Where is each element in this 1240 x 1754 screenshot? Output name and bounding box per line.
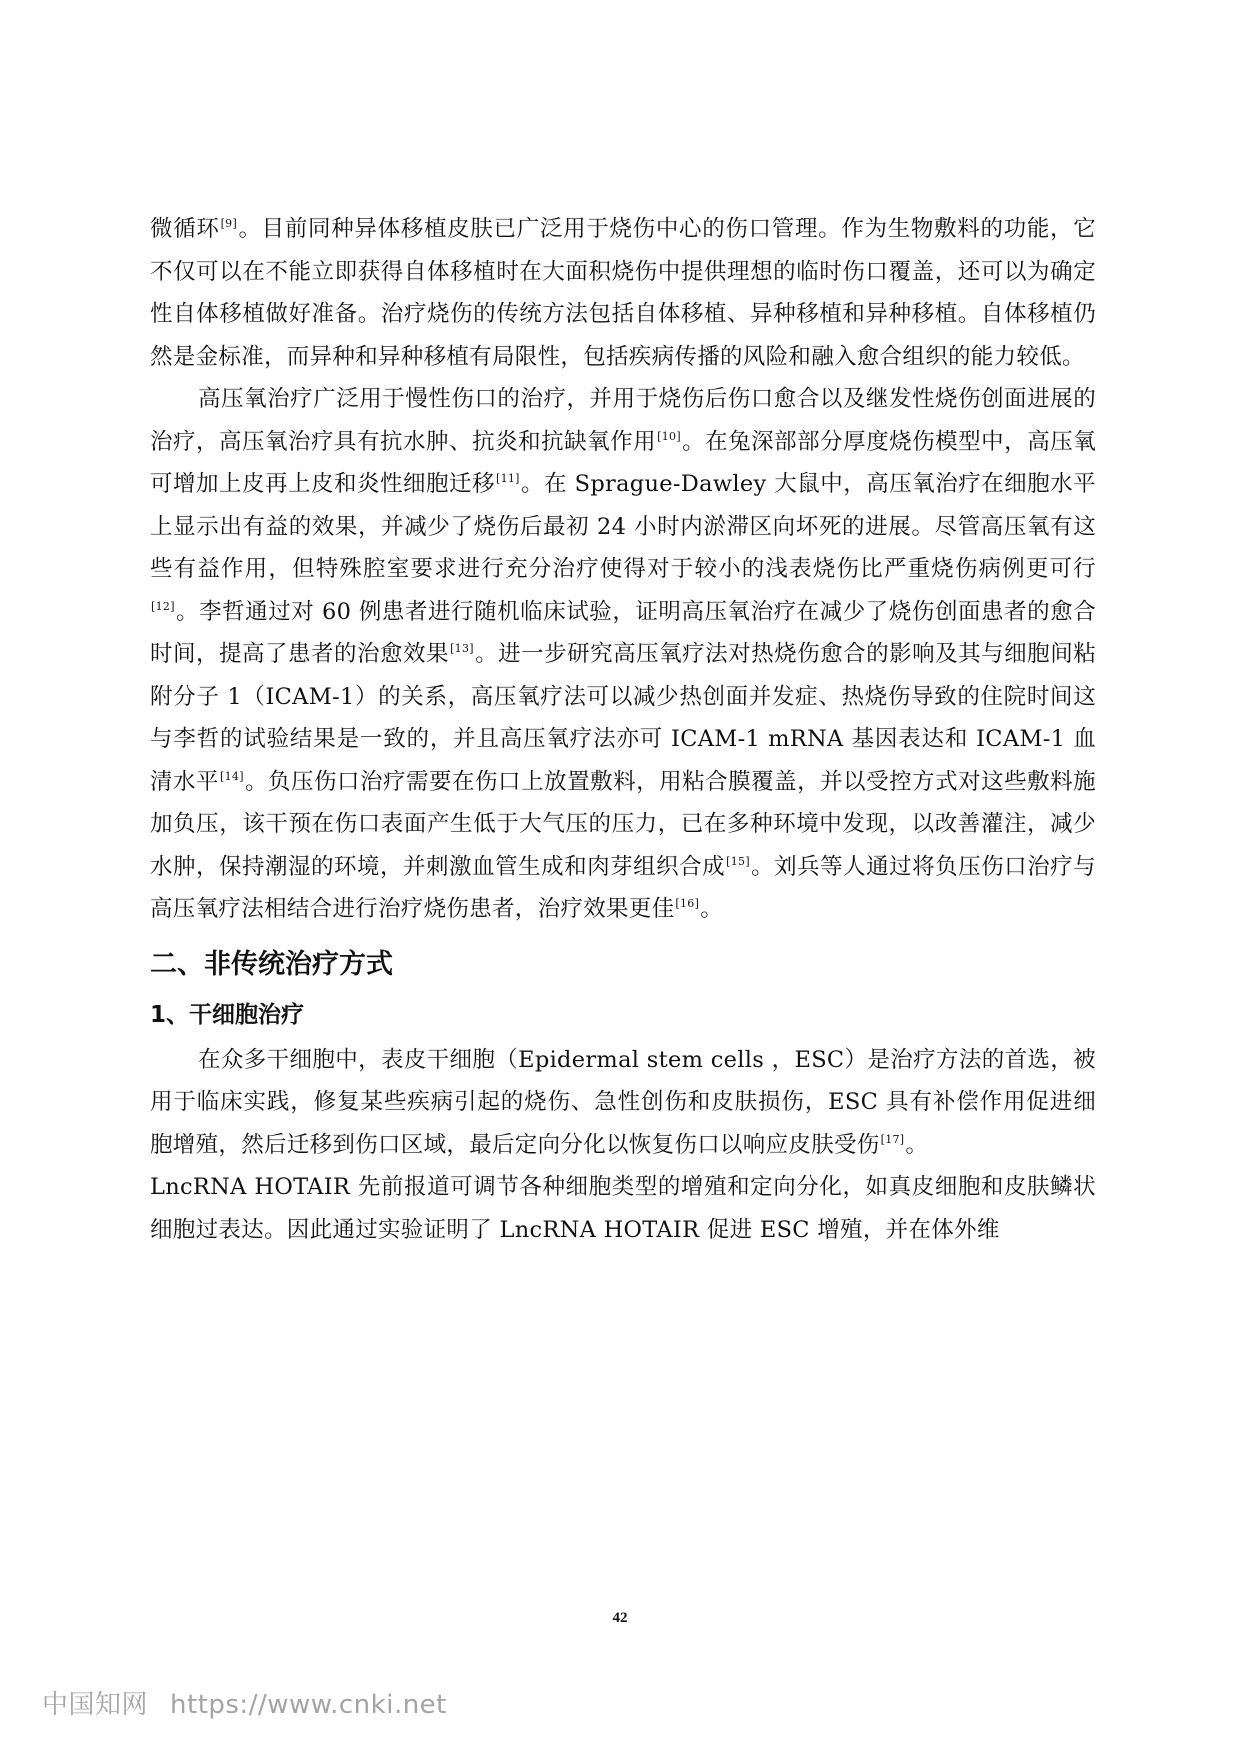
watermark-url: https://www.cnki.net bbox=[170, 1690, 447, 1720]
citation-ref: [10] bbox=[657, 429, 681, 443]
paragraph-text: 在众多干细胞中，表皮干细胞（Epidermal stem cells ，ESC）是治疗方法的首选，被用于临床实践，修复某些疾病引起的烧伤、急性创伤和皮肤损伤，ESC 具有补偿作用促进细胞增殖，然后迁移到伤口区域，最后定向分化以恢复伤口以响应皮肤受伤 bbox=[150, 1046, 1096, 1158]
body-text-before-headings bbox=[150, 208, 1096, 931]
citation-ref: [16] bbox=[675, 897, 700, 910]
paragraph-p3 bbox=[150, 1039, 1096, 1167]
subsection-heading: 1、干细胞治疗 bbox=[150, 1001, 305, 1028]
paragraph-text: 。 bbox=[905, 1131, 929, 1158]
paragraph-text: 。李哲通过对 60 例患者进行随机临床试验，证明高压氧治疗在减少了烧伤创面患者的愈合时间，提高了患者的治愈效果 bbox=[150, 598, 1096, 667]
paragraph-text: 。负压伤口治疗需要在伤口上放置敷料，用粘合膜覆盖，并以受控方式对这些敷料施加负压，该干预在伤口表面产生低于大气压的压力，已在多种环境中发现，以改善灌注，减少水肿，保持潮湿的环境，并刺激血管生成和肉芽组织合成 bbox=[150, 768, 1096, 880]
paragraph-text: 。进一步研究高压氧疗法对热烧伤愈合的影响及其与细胞间粘附分子 1（ICAM-1）的关系，高压氧疗法可以减少热创面并发症、热烧伤导致的住院时间这与李哲的试验结果是一致的，并且高压氧疗法亦可 ICAM-1 mRNA 基因表达和 ICAM-1 血清水平 bbox=[150, 641, 1096, 795]
citation-ref: [13] bbox=[450, 642, 474, 655]
body-text-after-headings bbox=[150, 1039, 1096, 1252]
page-number: 42 bbox=[612, 1610, 628, 1626]
citation-ref: [15] bbox=[726, 854, 750, 868]
watermark-brand: 中国知网 bbox=[42, 1690, 149, 1720]
paragraph-p2 bbox=[150, 378, 1096, 931]
paragraph-text: 。在 Sprague-Dawley 大鼠中，高压氧治疗在细胞水平上显示出有益的效果，并减少了烧伤后最初 24 小时内淤滞区向坏死的进展。尽管高压氧有这些有益作用，但特殊腔室要求进行充分治疗使得对于较小的浅表烧伤比严重烧伤病例更可行 bbox=[150, 471, 1096, 582]
paragraph-text: 微循环 bbox=[150, 216, 220, 242]
citation-ref: [9] bbox=[220, 217, 238, 230]
paragraph-p4 bbox=[150, 1166, 1096, 1251]
paragraph-text: 。目前同种异体移植皮肤已广泛用于烧伤中心的伤口管理。作为生物敷料的功能，它不仅可以在不能立即获得自体移植时在大面积烧伤中提供理想的临时伤口覆盖，还可以为确定性自体移植做好准备。治疗烧伤的传统方法包括自体移植、异种移植和异种移植。自体移植仍然是金标准，而异种和异种移植有局限性，包括疾病传播的风险和融入愈合组织的能力较低。 bbox=[150, 216, 1097, 370]
paragraph-text: 。 bbox=[700, 896, 723, 922]
section-heading: 二、非传统治疗方式 bbox=[150, 948, 393, 980]
citation-ref: [12] bbox=[151, 599, 175, 613]
page-body bbox=[150, 208, 1096, 1251]
paragraph-text: 高压氧治疗广泛用于慢性伤口的治疗，并用于烧伤后伤口愈合以及继发性烧伤创面进展的治疗，高压氧治疗具有抗水肿、抗炎和抗缺氧作用 bbox=[150, 386, 1096, 455]
cnki-watermark bbox=[42, 1684, 447, 1721]
citation-ref: [11] bbox=[495, 472, 520, 485]
citation-ref: [14] bbox=[220, 769, 244, 783]
paragraph-text: 。在兔深部部分厚度烧伤模型中，高压氧可增加上皮再上皮和炎性细胞迁移 bbox=[150, 428, 1096, 497]
paragraph-text: LncRNA HOTAIR 先前报道可调节各种细胞类型的增殖和定向分化，如真皮细胞和皮肤鳞状细胞过表达。因此通过实验证明了 LncRNA HOTAIR 促进 ESC 增殖，并在体外维 bbox=[150, 1174, 1096, 1243]
citation-ref: [17] bbox=[880, 1132, 905, 1146]
paragraph-text: 。刘兵等人通过将负压伤口治疗与高压氧疗法相结合进行治疗烧伤患者，治疗效果更佳 bbox=[150, 853, 1096, 922]
paragraph-p1 bbox=[150, 208, 1096, 378]
